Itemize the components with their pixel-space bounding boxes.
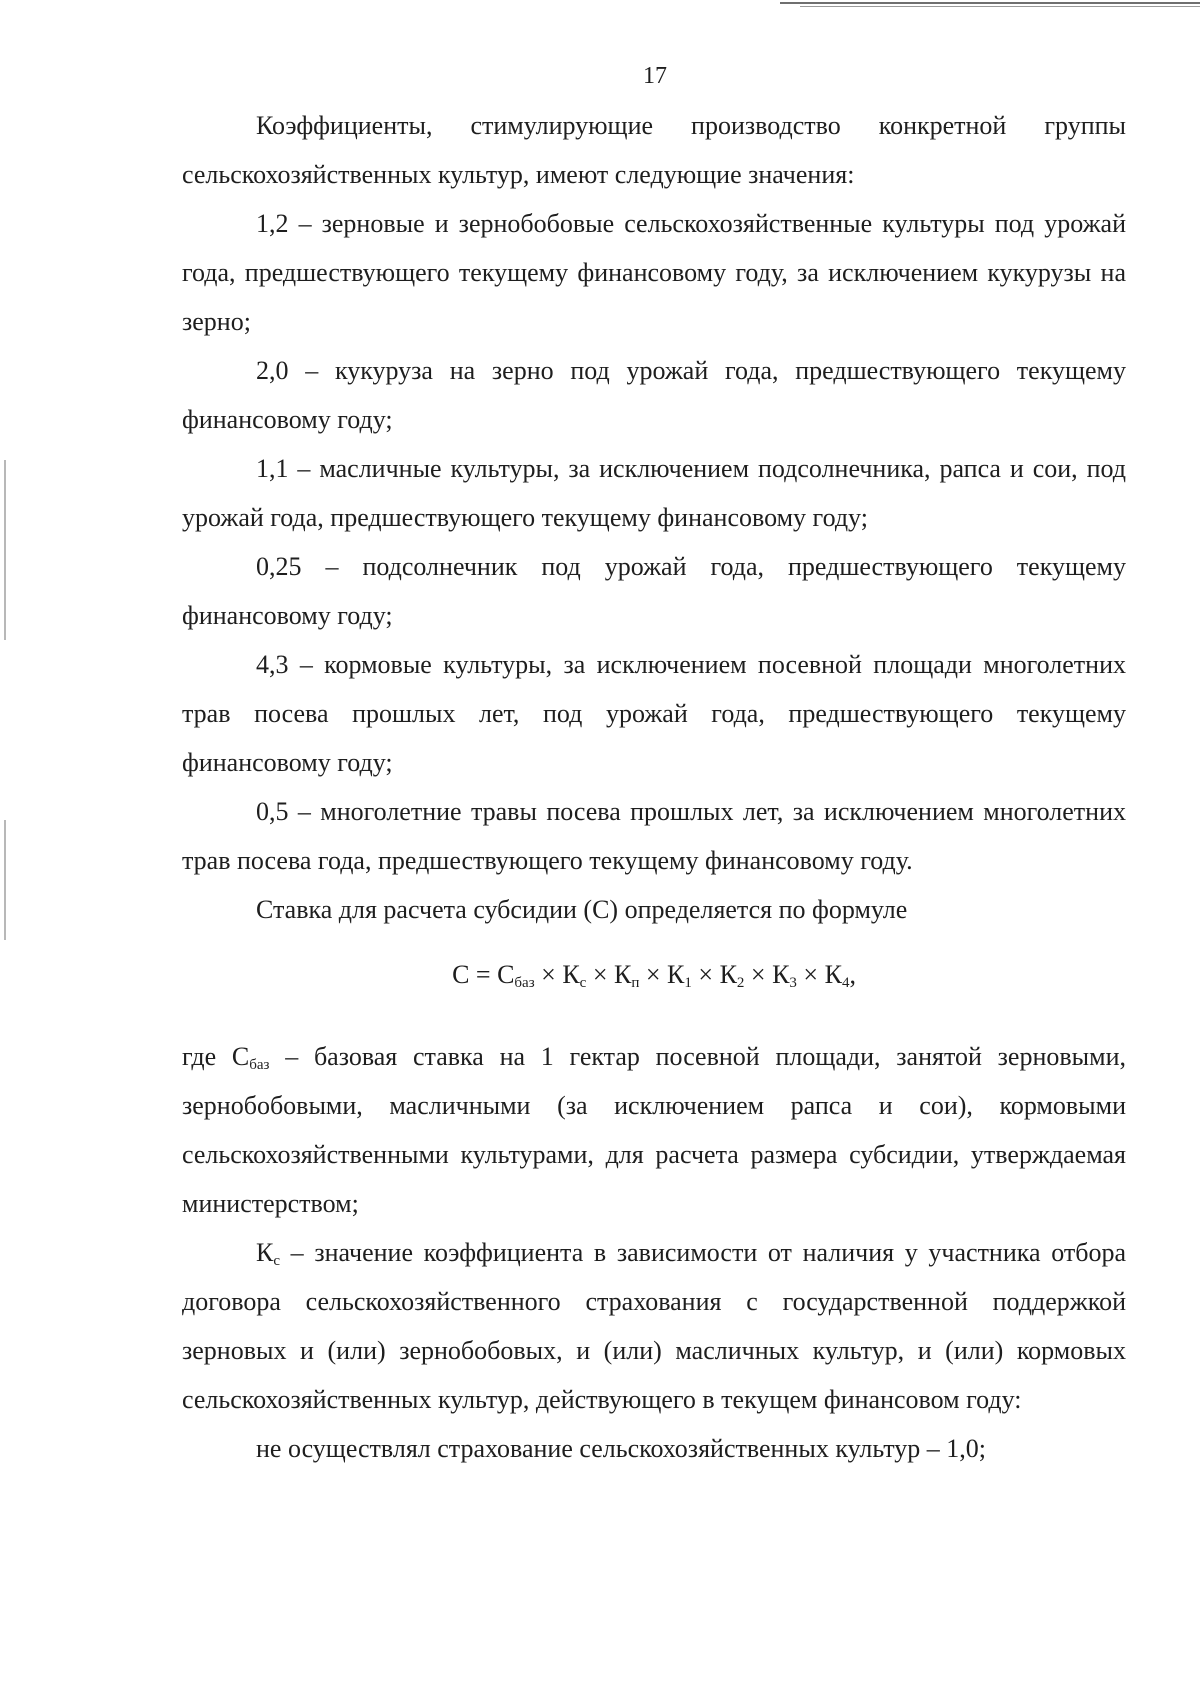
definition-kc: $К_с$ – значение коэффициента в зависимости от наличия у участника отбора договора сельскохозяйственного страхования с государственной поддержкой зерновых и (или) зернобобовых, и (или) масличных культур, и (или) кормовых сельскохозяйственных культур, действующего в текущем финансовом году:: [182, 1238, 1126, 1414]
paragraph-rate-formula-intro: Ставка для расчета субсидии (С) определяется по формуле: [256, 895, 908, 924]
definition-kc-no-insurance: не осуществлял страхование сельскохозяйственных культур – 1,0;: [256, 1434, 987, 1463]
paragraph-sunflower: 0,25 – подсолнечник под урожай года, предшествующего текущему финансовому году;: [182, 552, 1126, 630]
paragraph-forage: 4,3 – кормовые культуры, за исключением посевной площади многолетних трав посева прошлых лет, под урожай года, предшествующего текущему финансовому году;: [182, 650, 1126, 777]
paragraph-grain: 1,2 – зерновые и зернобобовые сельскохозяйственные культуры под урожай года, предшествующего текущему финансовому году, за исключением кукурузы на зерно;: [182, 209, 1126, 336]
scan-margin-speck: [4, 460, 6, 640]
paragraph-coefficients-intro: Коэффициенты, стимулирующие производство конкретной группы сельскохозяйственных культур, имеют следующие значения:: [182, 111, 1126, 189]
scan-edge-line: [780, 2, 1200, 4]
scan-margin-speck: [4, 820, 6, 940]
paragraph-oilseeds: 1,1 – масличные культуры, за исключением подсолнечника, рапса и сои, под урожай года, предшествующего текущему финансовому году;: [182, 454, 1126, 532]
paragraph-perennial-grasses: 0,5 – многолетние травы посева прошлых лет, за исключением многолетних трав посева года, предшествующего текущему финансовому году.: [182, 797, 1126, 875]
scan-edge-line-secondary: [800, 6, 1200, 7]
definition-base-rate: где $С_{баз}$ – базовая ставка на 1 гектар посевной площади, занятой зерновыми, зернобобовыми, масличными (за исключением рапса и сои), кормовыми сельскохозяйственными культурами, для расчета размера субсидии, утверждаемая министерством;: [182, 1042, 1126, 1218]
page-number: 17: [643, 63, 667, 89]
paragraph-corn: 2,0 – кукуруза на зерно под урожай года, предшествующего текущему финансовому году;: [182, 356, 1126, 434]
document-body: [182, 101, 1126, 1473]
subsidy-rate-formula: $С = С_{баз} \times К_с \times К_п \times К_1 \times К_2 \times К_3 \times К_4$,: [452, 960, 856, 991]
